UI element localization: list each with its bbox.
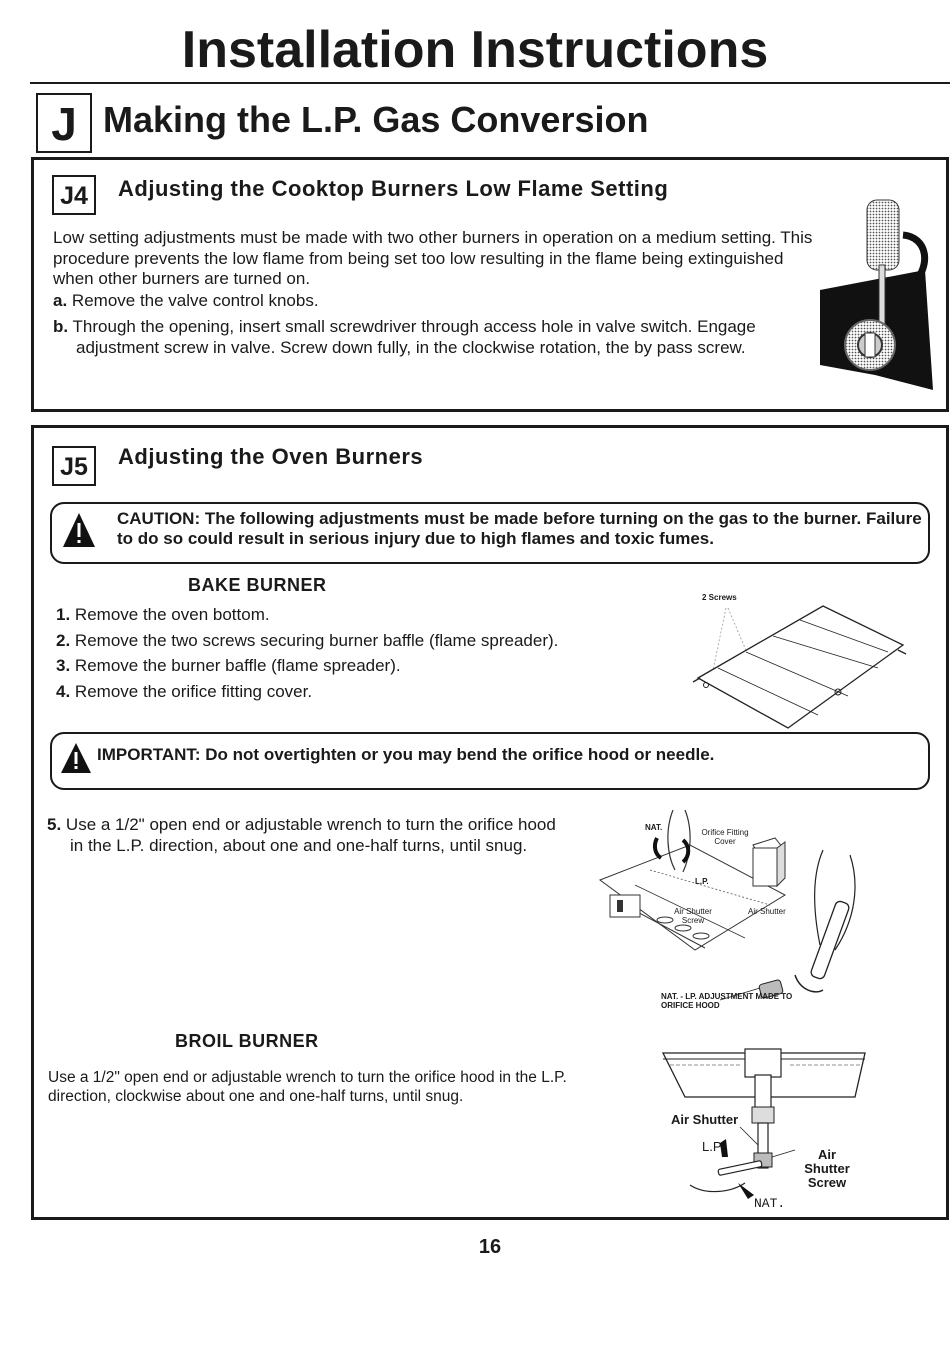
list-text: Remove the orifice fitting cover. xyxy=(74,682,313,701)
air-shutter-label: Air Shutter xyxy=(748,907,786,916)
list-text: Remove the valve control knobs. xyxy=(71,291,319,310)
baffle-illustration xyxy=(688,590,913,735)
page-title: Installation Instructions xyxy=(181,21,769,79)
warning-triangle-icon xyxy=(60,742,92,774)
broil-nat-label: NAT. xyxy=(754,1196,786,1211)
j4-intro: Low setting adjustments must be made with two other burners in operation on a medium setting. This procedure prevents the low flame from being set too low resulting in the flame being extinguished when other burners are turned on. xyxy=(53,228,813,288)
section-heading: Making the L.P. Gas Conversion xyxy=(103,99,649,140)
bake-burner-heading: BAKE BURNER xyxy=(188,575,327,595)
list-text: Through the opening, insert small screwdriver through access hole in valve switch. Engage adjustment screw in valve. Screw down fully, in the clockwise rotation, the by pass screw. xyxy=(72,317,756,357)
broil-air-shutter-screw-label: Air Shutter Screw xyxy=(804,1147,850,1190)
j5-heading: Adjusting the Oven Burners xyxy=(118,444,424,469)
list-marker: 4. xyxy=(56,682,71,701)
list-text: Remove the two screws securing burner baffle (flame spreader). xyxy=(74,631,559,650)
bake-step-5 xyxy=(47,815,570,856)
screws-label: 2 Screws xyxy=(702,593,737,602)
bake-step-3 xyxy=(56,656,656,677)
list-text: Use a 1/2" open end or adjustable wrench to turn the orifice hood in the L.P. direction, about one and one-half turns, until snug. xyxy=(65,815,556,855)
broil-air-shutter-label: Air Shutter xyxy=(671,1112,739,1127)
bake-step-4 xyxy=(56,682,656,703)
baffle-figure xyxy=(688,590,913,735)
j5-label-box: J5 xyxy=(52,446,96,486)
list-text: Remove the oven bottom. xyxy=(74,605,270,624)
orifice-cover-label: Orifice Fitting Cover xyxy=(701,828,749,846)
page-number: 16 xyxy=(478,1236,502,1258)
list-marker: 2. xyxy=(56,631,71,650)
caution-text: CAUTION: The following adjustments must be made before turning on the gas to the burner. Failure to do so could result in serious injury due to high flames and toxic fumes. xyxy=(117,509,922,548)
bake-step-2 xyxy=(56,631,656,652)
broil-lp-label: L.P. xyxy=(702,1139,724,1154)
list-marker: a. xyxy=(53,291,68,310)
important-text: IMPORTANT: Do not overtighten or you may bend the orifice hood or needle. xyxy=(97,745,715,764)
list-marker: b. xyxy=(53,317,69,336)
adjustment-note-label: NAT. - LP. ADJUSTMENT MADE TO ORIFICE HOOD xyxy=(661,992,793,1010)
air-shutter-screw-label: Air Shutter Screw xyxy=(674,907,712,925)
list-marker: 3. xyxy=(56,656,71,675)
j4-label-box: J4 xyxy=(52,175,96,215)
j4-step-a xyxy=(53,291,846,312)
title-rule xyxy=(30,82,950,84)
broil-figure xyxy=(660,1045,870,1215)
j4-heading: Adjusting the Cooktop Burners Low Flame Setting xyxy=(118,176,669,201)
orifice-figure xyxy=(595,800,885,1025)
screwdriver-valve-illustration xyxy=(815,195,945,400)
broil-text: Use a 1/2" open end or adjustable wrench to turn the orifice hood in the L.P. direction, clockwise about one and one-half turns, until snug. xyxy=(48,1069,567,1105)
list-marker: 5. xyxy=(47,815,62,834)
list-marker: 1. xyxy=(56,605,71,624)
list-text: Remove the burner baffle (flame spreader). xyxy=(74,656,401,675)
warning-triangle-icon xyxy=(62,512,96,548)
nat-label: NAT. xyxy=(645,823,663,832)
lp-label: L.P. xyxy=(695,877,709,886)
section-letter-box: J xyxy=(36,93,92,153)
broil-burner-heading: BROIL BURNER xyxy=(175,1031,319,1051)
bake-step-1 xyxy=(56,605,656,626)
j4-step-b xyxy=(53,317,816,358)
